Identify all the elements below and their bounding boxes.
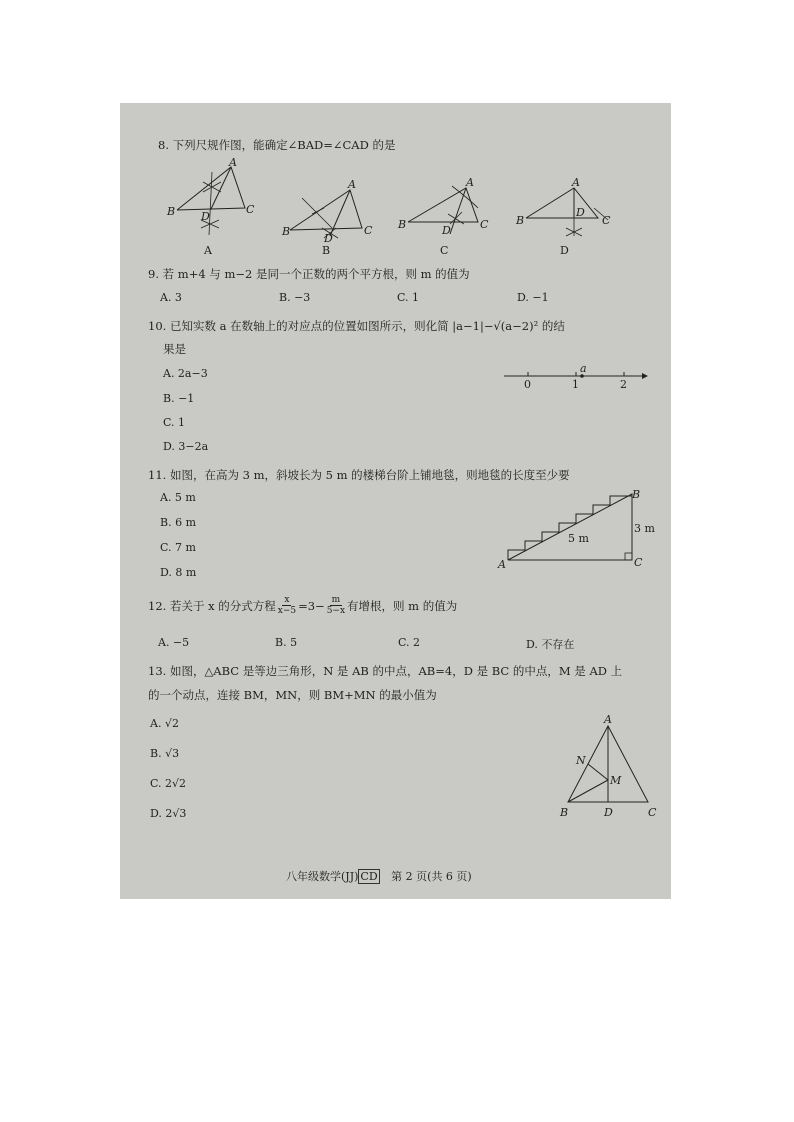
- footer-grade: 八年级数学(JJ): [286, 870, 359, 883]
- q8a-vertex-d: D: [201, 210, 210, 223]
- q13-stem-line2: 的一个动点，连接 BM，MN，则 BM+MN 的最小值为: [148, 688, 437, 702]
- q8a-vertex-b: B: [167, 205, 176, 218]
- q11-slope-label: 5 m: [568, 532, 589, 545]
- q13-vertex-b: B: [560, 806, 569, 819]
- q12-frac2-num: m: [331, 595, 341, 605]
- q8-stem: 8. 下列尺规作图，能确定∠BAD=∠CAD 的是: [158, 138, 396, 152]
- q11-option-a: A. 5 m: [160, 491, 196, 504]
- footer-box: CD: [360, 870, 378, 883]
- q13-vertex-a: A: [604, 713, 612, 726]
- q12-frac1-num: x: [284, 595, 290, 605]
- q8-label-b: B: [322, 244, 331, 257]
- q12-eq-mid: =3−: [298, 598, 325, 613]
- q8d-vertex-d: D: [576, 206, 585, 219]
- q8c-vertex-a: A: [466, 176, 474, 189]
- q12-option-a: A. −5: [158, 636, 190, 649]
- q8d-vertex-c: C: [602, 214, 611, 227]
- q12-option-b: B. 5: [275, 636, 298, 649]
- q8b-vertex-d: D: [324, 232, 333, 245]
- q13-point-m: M: [610, 774, 622, 787]
- q11-option-c: C. 7 m: [160, 541, 196, 554]
- q12-option-c: C. 2: [398, 636, 421, 649]
- q13-triangle-figure: [556, 712, 666, 822]
- q9-stem: 9. 若 m+4 与 m−2 是同一个正数的两个平方根，则 m 的值为: [148, 267, 470, 281]
- q9-option-d: D. −1: [517, 291, 549, 304]
- q11-option-b: B. 6 m: [160, 516, 197, 529]
- q10-option-a: A. 2a−3: [163, 367, 208, 380]
- q8a-vertex-a: A: [229, 156, 237, 169]
- q8d-vertex-b: B: [516, 214, 525, 227]
- q8-label-c: C: [440, 244, 449, 257]
- q8d-vertex-a: A: [572, 176, 580, 189]
- page-footer: [286, 868, 472, 884]
- q13-option-d: D. 2√3: [150, 807, 187, 820]
- axis-tick-0: 0: [524, 378, 531, 391]
- q8-label-a: A: [204, 244, 212, 257]
- q8a-vertex-c: C: [246, 203, 255, 216]
- q9-option-c: C. 1: [397, 291, 420, 304]
- q10-stem-line1: 10. 已知实数 a 在数轴上的对应点的位置如图所示，则化简 |a−1|−√(a−2)² 的结: [148, 319, 565, 333]
- q8-figure-c: [398, 178, 498, 243]
- q8c-vertex-b: B: [398, 218, 407, 231]
- q11-vertex-c: C: [634, 556, 643, 569]
- q13-vertex-d: D: [604, 806, 613, 819]
- q12-stem-post: 有增根，则 m 的值为: [347, 598, 458, 613]
- q10-option-d: D. 3−2a: [163, 440, 209, 453]
- q8b-vertex-a: A: [348, 178, 356, 191]
- q9-option-a: A. 3: [160, 291, 182, 304]
- q8c-vertex-d: D: [442, 224, 451, 237]
- q12-option-d: D. 不存在: [526, 638, 575, 651]
- q8b-vertex-b: B: [282, 225, 291, 238]
- axis-tick-1: 1: [572, 378, 579, 391]
- q13-stem-line1: 13. 如图，△ABC 是等边三角形，N 是 AB 的中点，AB=4，D 是 BC 的中点，M 是 AD 上: [148, 664, 623, 678]
- q10-number-line: [500, 364, 650, 394]
- q10-option-b: B. −1: [163, 392, 195, 405]
- q11-stem: 11. 如图，在高为 3 m，斜坡长为 5 m 的楼梯台阶上铺地毯，则地毯的长度至少要: [148, 468, 570, 482]
- q11-stair-figure: [494, 486, 659, 572]
- axis-tick-2: 2: [620, 378, 627, 391]
- q12-fraction-1: [278, 595, 296, 616]
- q10-stem-line2: 果是: [163, 342, 186, 356]
- q8b-vertex-c: C: [364, 224, 373, 237]
- q11-height-label: 3 m: [634, 522, 655, 535]
- q11-option-d: D. 8 m: [160, 566, 197, 579]
- q11-vertex-b: B: [632, 488, 641, 501]
- q13-option-b: B. √3: [150, 747, 180, 760]
- q13-option-c: C. 2√2: [150, 777, 187, 790]
- q13-option-a: A. √2: [150, 717, 179, 730]
- q12-frac2-den: 5−x: [326, 606, 346, 616]
- q12-stem-pre: 12. 若关于 x 的分式方程: [148, 598, 276, 613]
- q12-frac1-den: x−5: [277, 606, 297, 616]
- axis-point-a: a: [580, 362, 587, 375]
- q12-fraction-2: [327, 595, 345, 616]
- q13-vertex-c: C: [648, 806, 657, 819]
- q8-figure-a: [165, 156, 265, 240]
- q8c-vertex-c: C: [480, 218, 489, 231]
- q8-label-d: D: [560, 244, 569, 257]
- q9-option-b: B. −3: [279, 291, 311, 304]
- q13-point-n: N: [576, 754, 586, 767]
- footer-page: 第 2 页(共 6 页): [391, 870, 472, 883]
- q12-stem: [148, 595, 457, 616]
- q11-vertex-a: A: [498, 558, 506, 571]
- q8-figure-d: [512, 178, 622, 243]
- q10-option-c: C. 1: [163, 416, 186, 429]
- q8-figure-b: [282, 178, 382, 243]
